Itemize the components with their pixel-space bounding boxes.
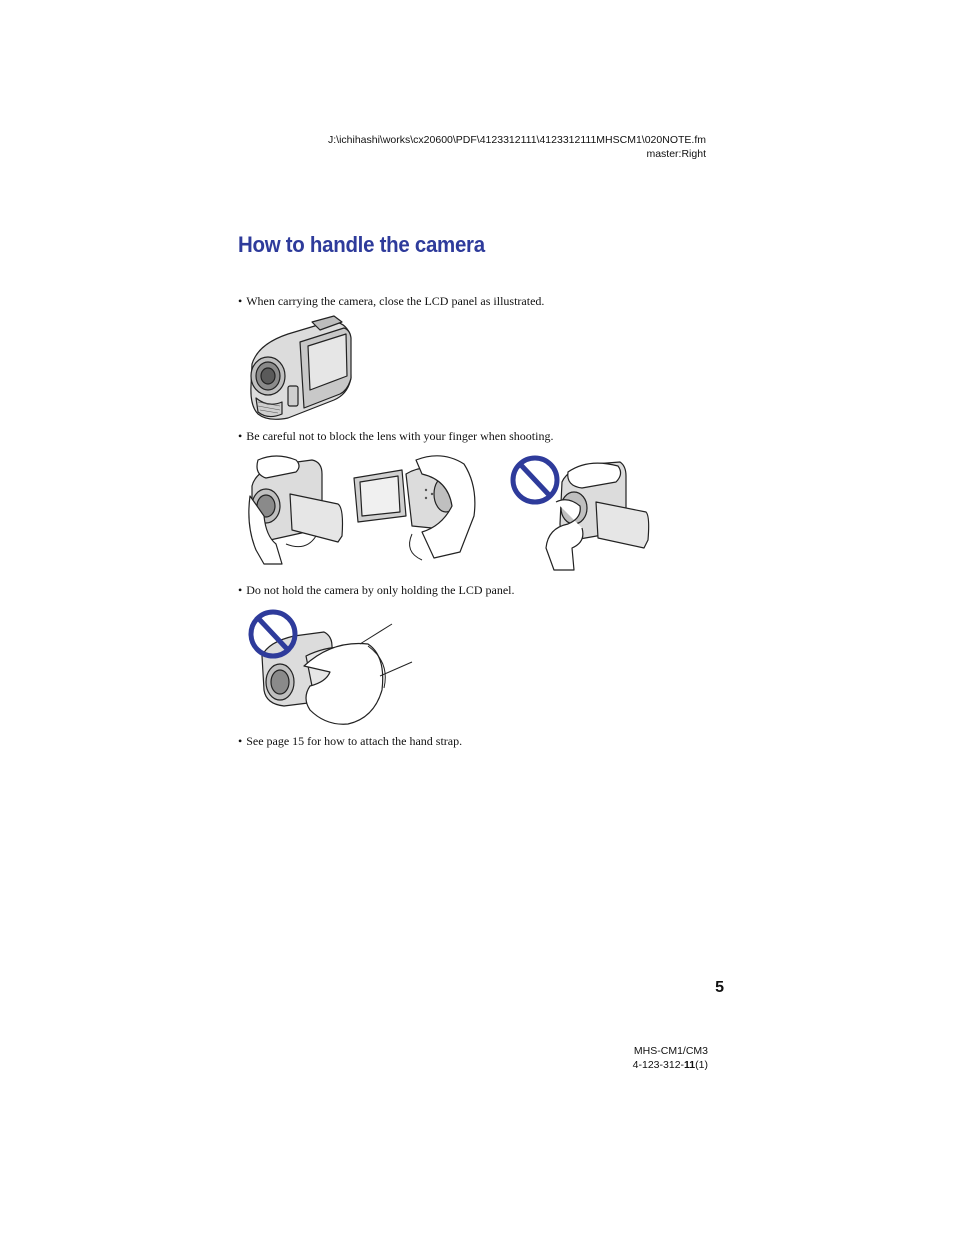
model-code [633, 1058, 708, 1072]
bullet-carry [238, 293, 544, 309]
model-name: MHS-CM1/CM3 [633, 1045, 708, 1057]
bullet-marker: • [238, 294, 243, 308]
blocked-lens-illustration [508, 452, 654, 576]
correct-grip-rear-illustration [352, 456, 482, 562]
bullet-text: Be careful not to block the lens with your finger when shooting. [246, 429, 554, 443]
file-path: J:\ichihashi\works\cx20600\PDF\4123312111\4123312111MHSCM1\020NOTE.fm [327, 134, 706, 146]
bullet-lens [238, 428, 553, 444]
correct-grip-illustration [246, 456, 346, 570]
page-title: How to handle the camera [238, 232, 485, 257]
file-header [328, 133, 706, 161]
bullet-lcd [238, 582, 514, 598]
page-number: 5 [715, 979, 724, 996]
lcd-only-grip-illustration [244, 606, 416, 728]
bullet-marker: • [238, 583, 243, 597]
bullet-text: Do not hold the camera by only holding the LCD panel. [246, 583, 515, 597]
code-bold: 11 [684, 1059, 696, 1071]
bullet-strap [238, 733, 462, 749]
closed-camera-illustration [248, 316, 356, 422]
bullet-text: See page 15 for how to attach the hand strap. [246, 734, 463, 748]
master-label: master:Right [646, 148, 706, 160]
code-prefix: 4-123-312- [632, 1059, 685, 1071]
prohibition-icon [513, 458, 557, 502]
code-suffix: (1) [695, 1059, 708, 1071]
model-footer [633, 1044, 708, 1072]
bullet-text: When carrying the camera, close the LCD panel as illustrated. [246, 294, 545, 308]
bullet-marker: • [238, 429, 243, 443]
bullet-marker: • [238, 734, 243, 748]
